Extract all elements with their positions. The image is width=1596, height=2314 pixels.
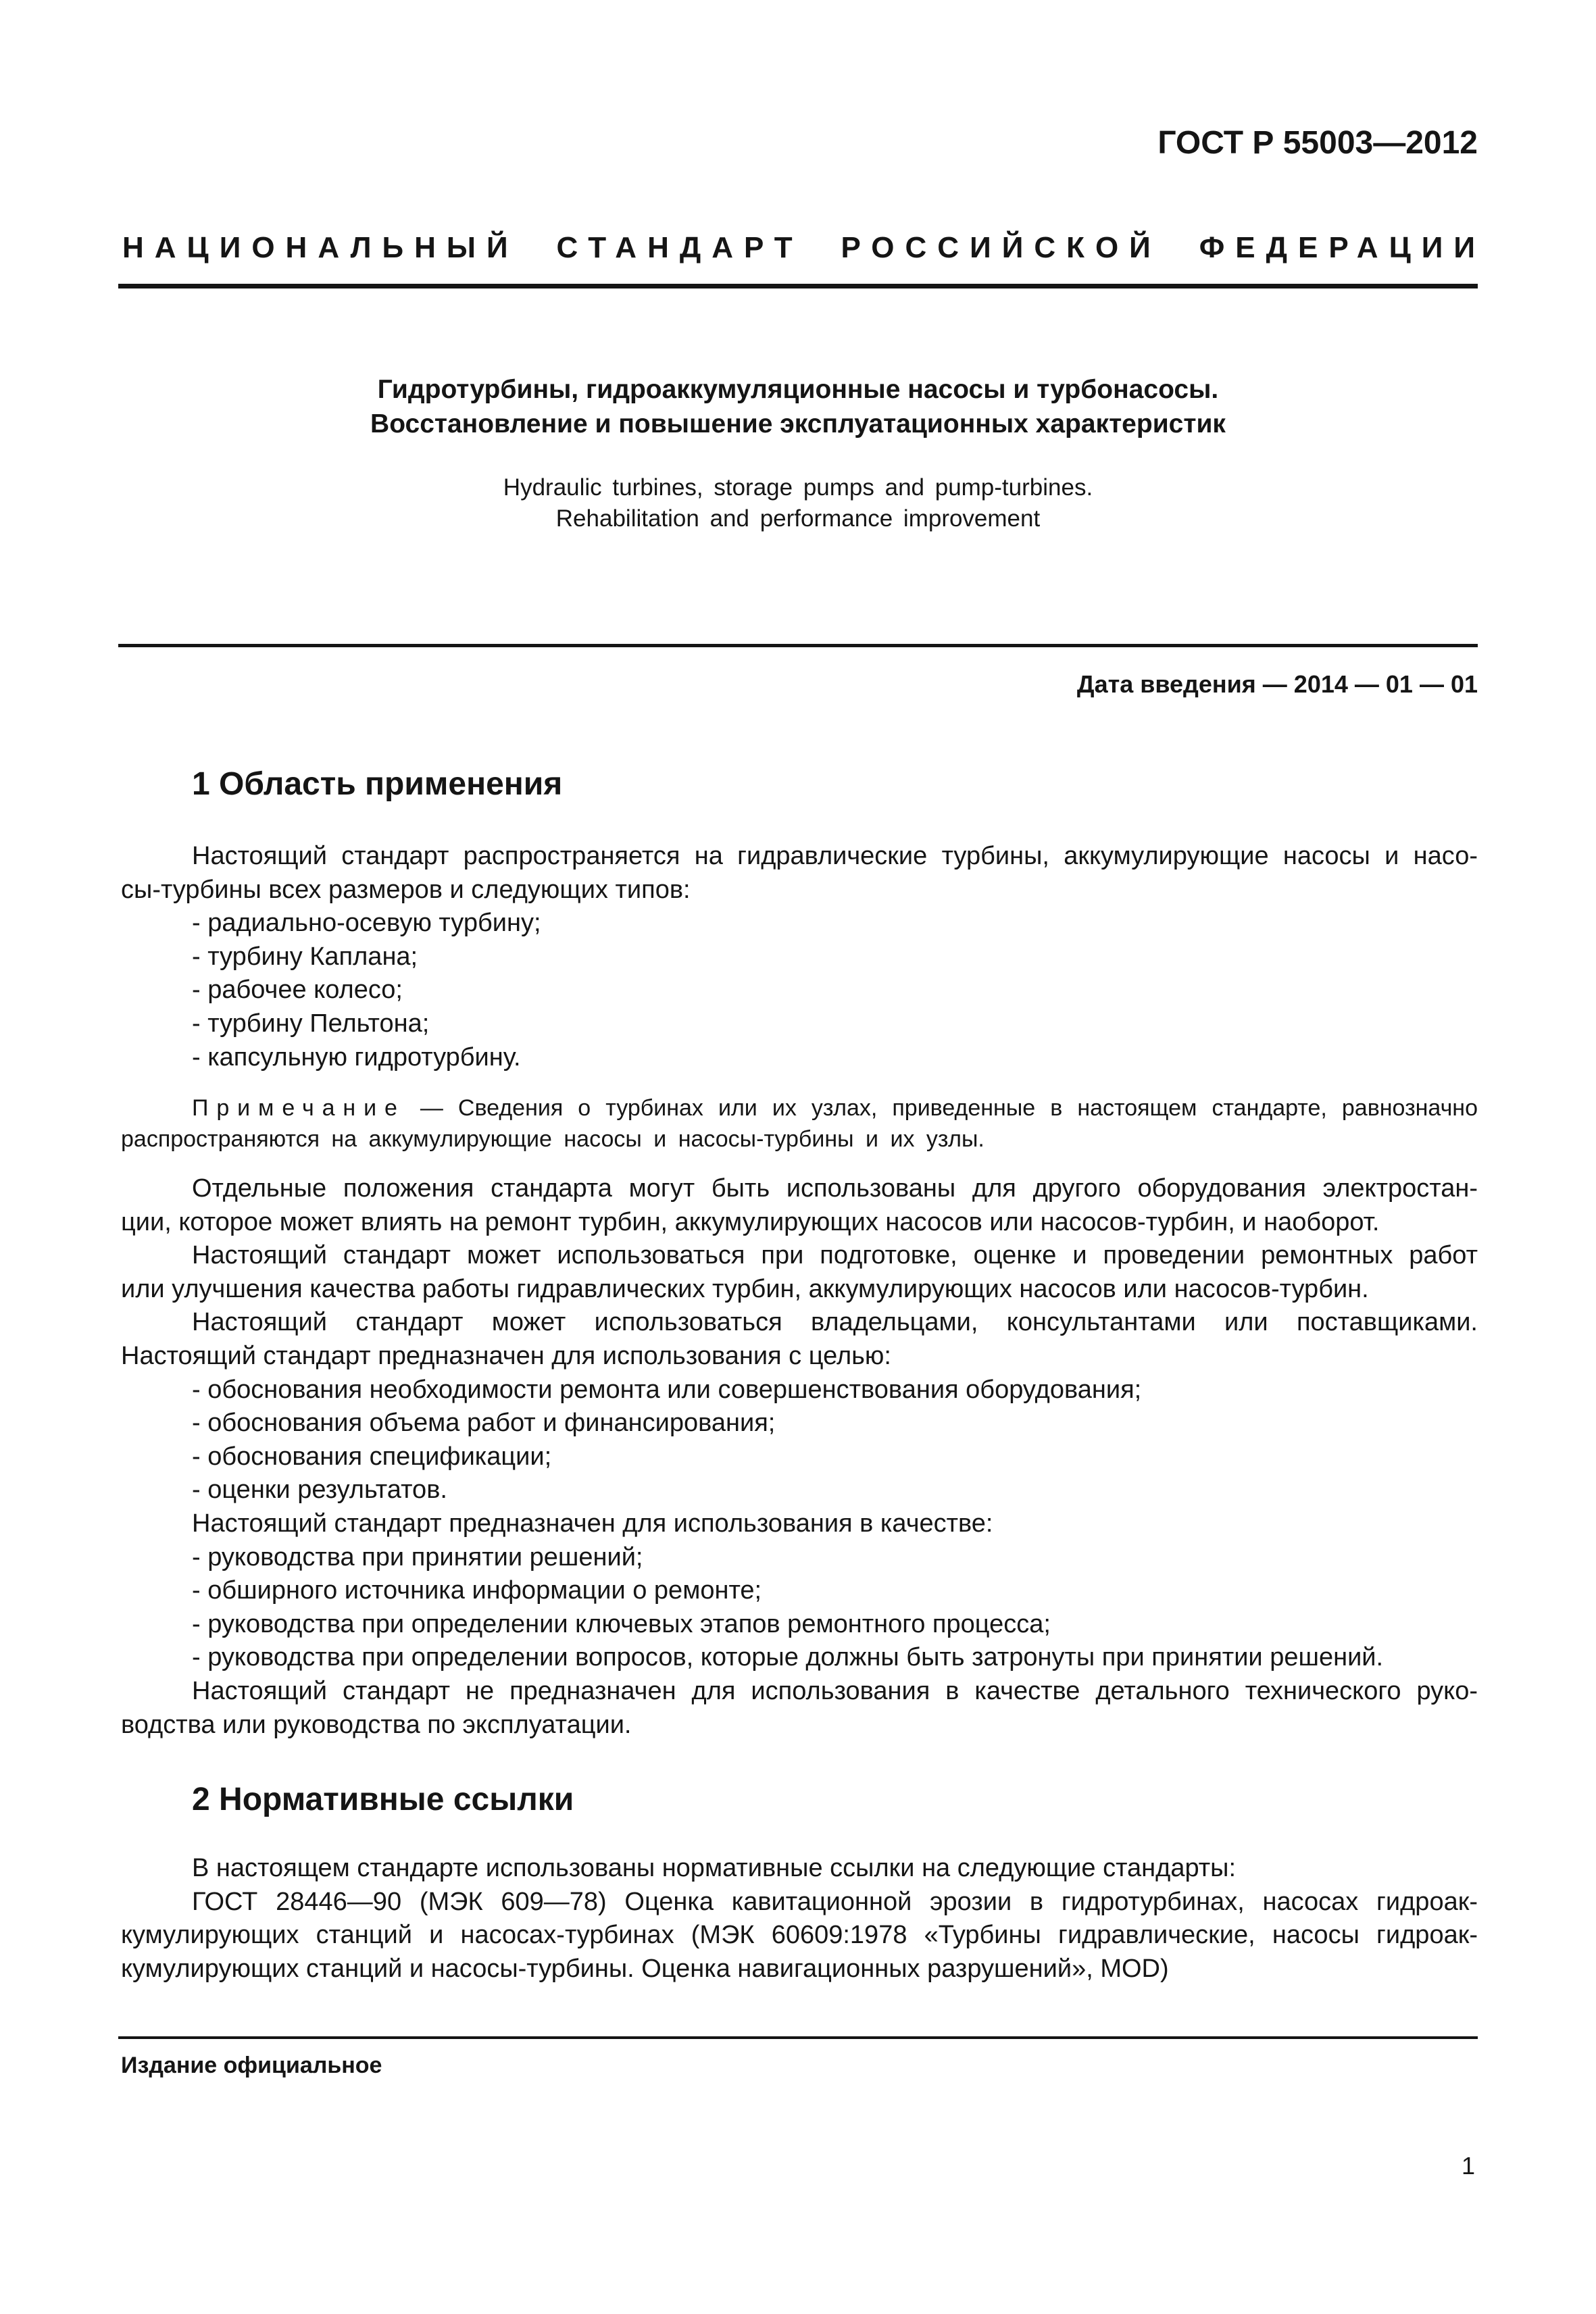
title-line: Восстановление и повышение эксплуатационных характеристик bbox=[370, 409, 1226, 438]
paragraph-line: Отдельные положения стандарта могут быть использованы для другого оборудования электростан- bbox=[192, 1174, 1478, 1203]
reference-line: ГОСТ 28446—90 (МЭК 609—78) Оценка кавитационной эрозии в гидротурбинах, насосах гидроак- bbox=[192, 1887, 1478, 1916]
list-item: - радиально-осевую турбину; bbox=[192, 909, 541, 938]
note-line bbox=[121, 1092, 1478, 1124]
banner-word: РОССИЙСКОЙ bbox=[841, 231, 1162, 264]
official-edition-label: Издание официальное bbox=[121, 2053, 382, 2078]
reference-line: кумулирующих станций и насосы-турбины. Оценка навигационных разрушений», MOD) bbox=[121, 1954, 1169, 1983]
paragraph-line: Настоящий стандарт может использоваться при подготовке, оценке и проведении ремонтных работ bbox=[192, 1241, 1478, 1270]
paragraph-line: Настоящий стандарт распространяется на гидравлические турбины, аккумулирующие насосы и насо- bbox=[192, 842, 1478, 870]
document-designation: ГОСТ Р 55003—2012 bbox=[1157, 125, 1478, 161]
paragraph-line: ции, которое может влиять на ремонт турбин, аккумулирующих насосов или насосов-турбин, и наоборот. bbox=[121, 1207, 1380, 1236]
paragraph-line: Настоящий стандарт предназначен для использования с целью: bbox=[121, 1341, 891, 1370]
title-line: Гидротурбины, гидроаккумуляционные насосы и турбонасосы. bbox=[377, 375, 1219, 404]
section2-text-block bbox=[121, 1852, 1478, 1986]
reference-line: кумулирующих станций и насосах-турбинах (МЭК 60609:1978 «Турбины гидравлические, насосы гидроак- bbox=[121, 1921, 1478, 1950]
banner-word: НАЦИОНАЛЬНЫЙ bbox=[122, 231, 519, 264]
banner-word: СТАНДАРТ bbox=[556, 231, 803, 264]
footer-divider bbox=[118, 2036, 1478, 2039]
paragraph-line: или улучшения качества работы гидравлических турбин, аккумулирующих насосов или насосов-турбин. bbox=[121, 1274, 1369, 1303]
list-item: - обоснования необходимости ремонта или совершенствования оборудования; bbox=[192, 1375, 1142, 1404]
section-heading-scope: 1 Область применения bbox=[192, 766, 563, 802]
list-item: - руководства при определении вопросов, которые должны быть затронуты при принятии решений. bbox=[192, 1643, 1384, 1672]
list-item: - руководства при определении ключевых этапов ремонтного процесса; bbox=[192, 1609, 1051, 1638]
paragraph-line: В настоящем стандарте использованы нормативные ссылки на следующие стандарты: bbox=[192, 1854, 1237, 1882]
note-text: — Сведения о турбинах или их узлах, приведенные в настоящем стандарте, равнозначно bbox=[420, 1095, 1478, 1121]
paragraph-line: водства или руководства по эксплуатации. bbox=[121, 1710, 632, 1739]
document-title-ru bbox=[118, 372, 1478, 441]
section1-text-block-a bbox=[121, 840, 1478, 1074]
paragraph-line: сы-турбины всех размеров и следующих типов: bbox=[121, 875, 691, 904]
paragraph-line: Настоящий стандарт может использоваться владельцами, консультантами или поставщиками. bbox=[192, 1308, 1478, 1337]
title-line: Rehabilitation and performance improvement bbox=[555, 505, 1041, 532]
list-item: - турбину Пельтона; bbox=[192, 1009, 430, 1038]
list-item: - турбину Каплана; bbox=[192, 942, 418, 971]
list-item: - обширного источника информации о ремонте; bbox=[192, 1576, 762, 1605]
effective-date: Дата введения — 2014 — 01 — 01 bbox=[1076, 670, 1478, 698]
list-item: - обоснования спецификации; bbox=[192, 1442, 552, 1471]
banner-word: ФЕДЕРАЦИИ bbox=[1199, 231, 1486, 264]
note-block bbox=[121, 1092, 1478, 1155]
title-line: Hydraulic turbines, storage pumps and pump-turbines. bbox=[503, 474, 1093, 501]
section1-text-block-b bbox=[121, 1172, 1478, 1742]
document-title-en bbox=[118, 472, 1478, 534]
list-item: - руководства при принятии решений; bbox=[192, 1542, 643, 1571]
note-label: Примечание bbox=[192, 1095, 405, 1121]
paragraph-line: Настоящий стандарт предназначен для использования в качестве: bbox=[192, 1509, 993, 1538]
paragraph-line: Настоящий стандарт не предназначен для использования в качестве детального технического руко- bbox=[192, 1676, 1478, 1705]
page-number: 1 bbox=[1461, 2152, 1475, 2180]
list-item: - капсульную гидротурбину. bbox=[192, 1042, 521, 1072]
section-heading-normative-references: 2 Нормативные ссылки bbox=[192, 1782, 574, 1817]
title-divider bbox=[118, 644, 1478, 647]
list-item: - рабочее колесо; bbox=[192, 976, 403, 1005]
note-line: распространяются на аккумулирующие насосы и насосы-турбины и их узлы. bbox=[121, 1126, 984, 1152]
national-standard-banner bbox=[122, 228, 1486, 268]
header-divider bbox=[118, 284, 1478, 288]
list-item: - обоснования объема работ и финансирования; bbox=[192, 1409, 776, 1438]
list-item: - оценки результатов. bbox=[192, 1476, 447, 1505]
